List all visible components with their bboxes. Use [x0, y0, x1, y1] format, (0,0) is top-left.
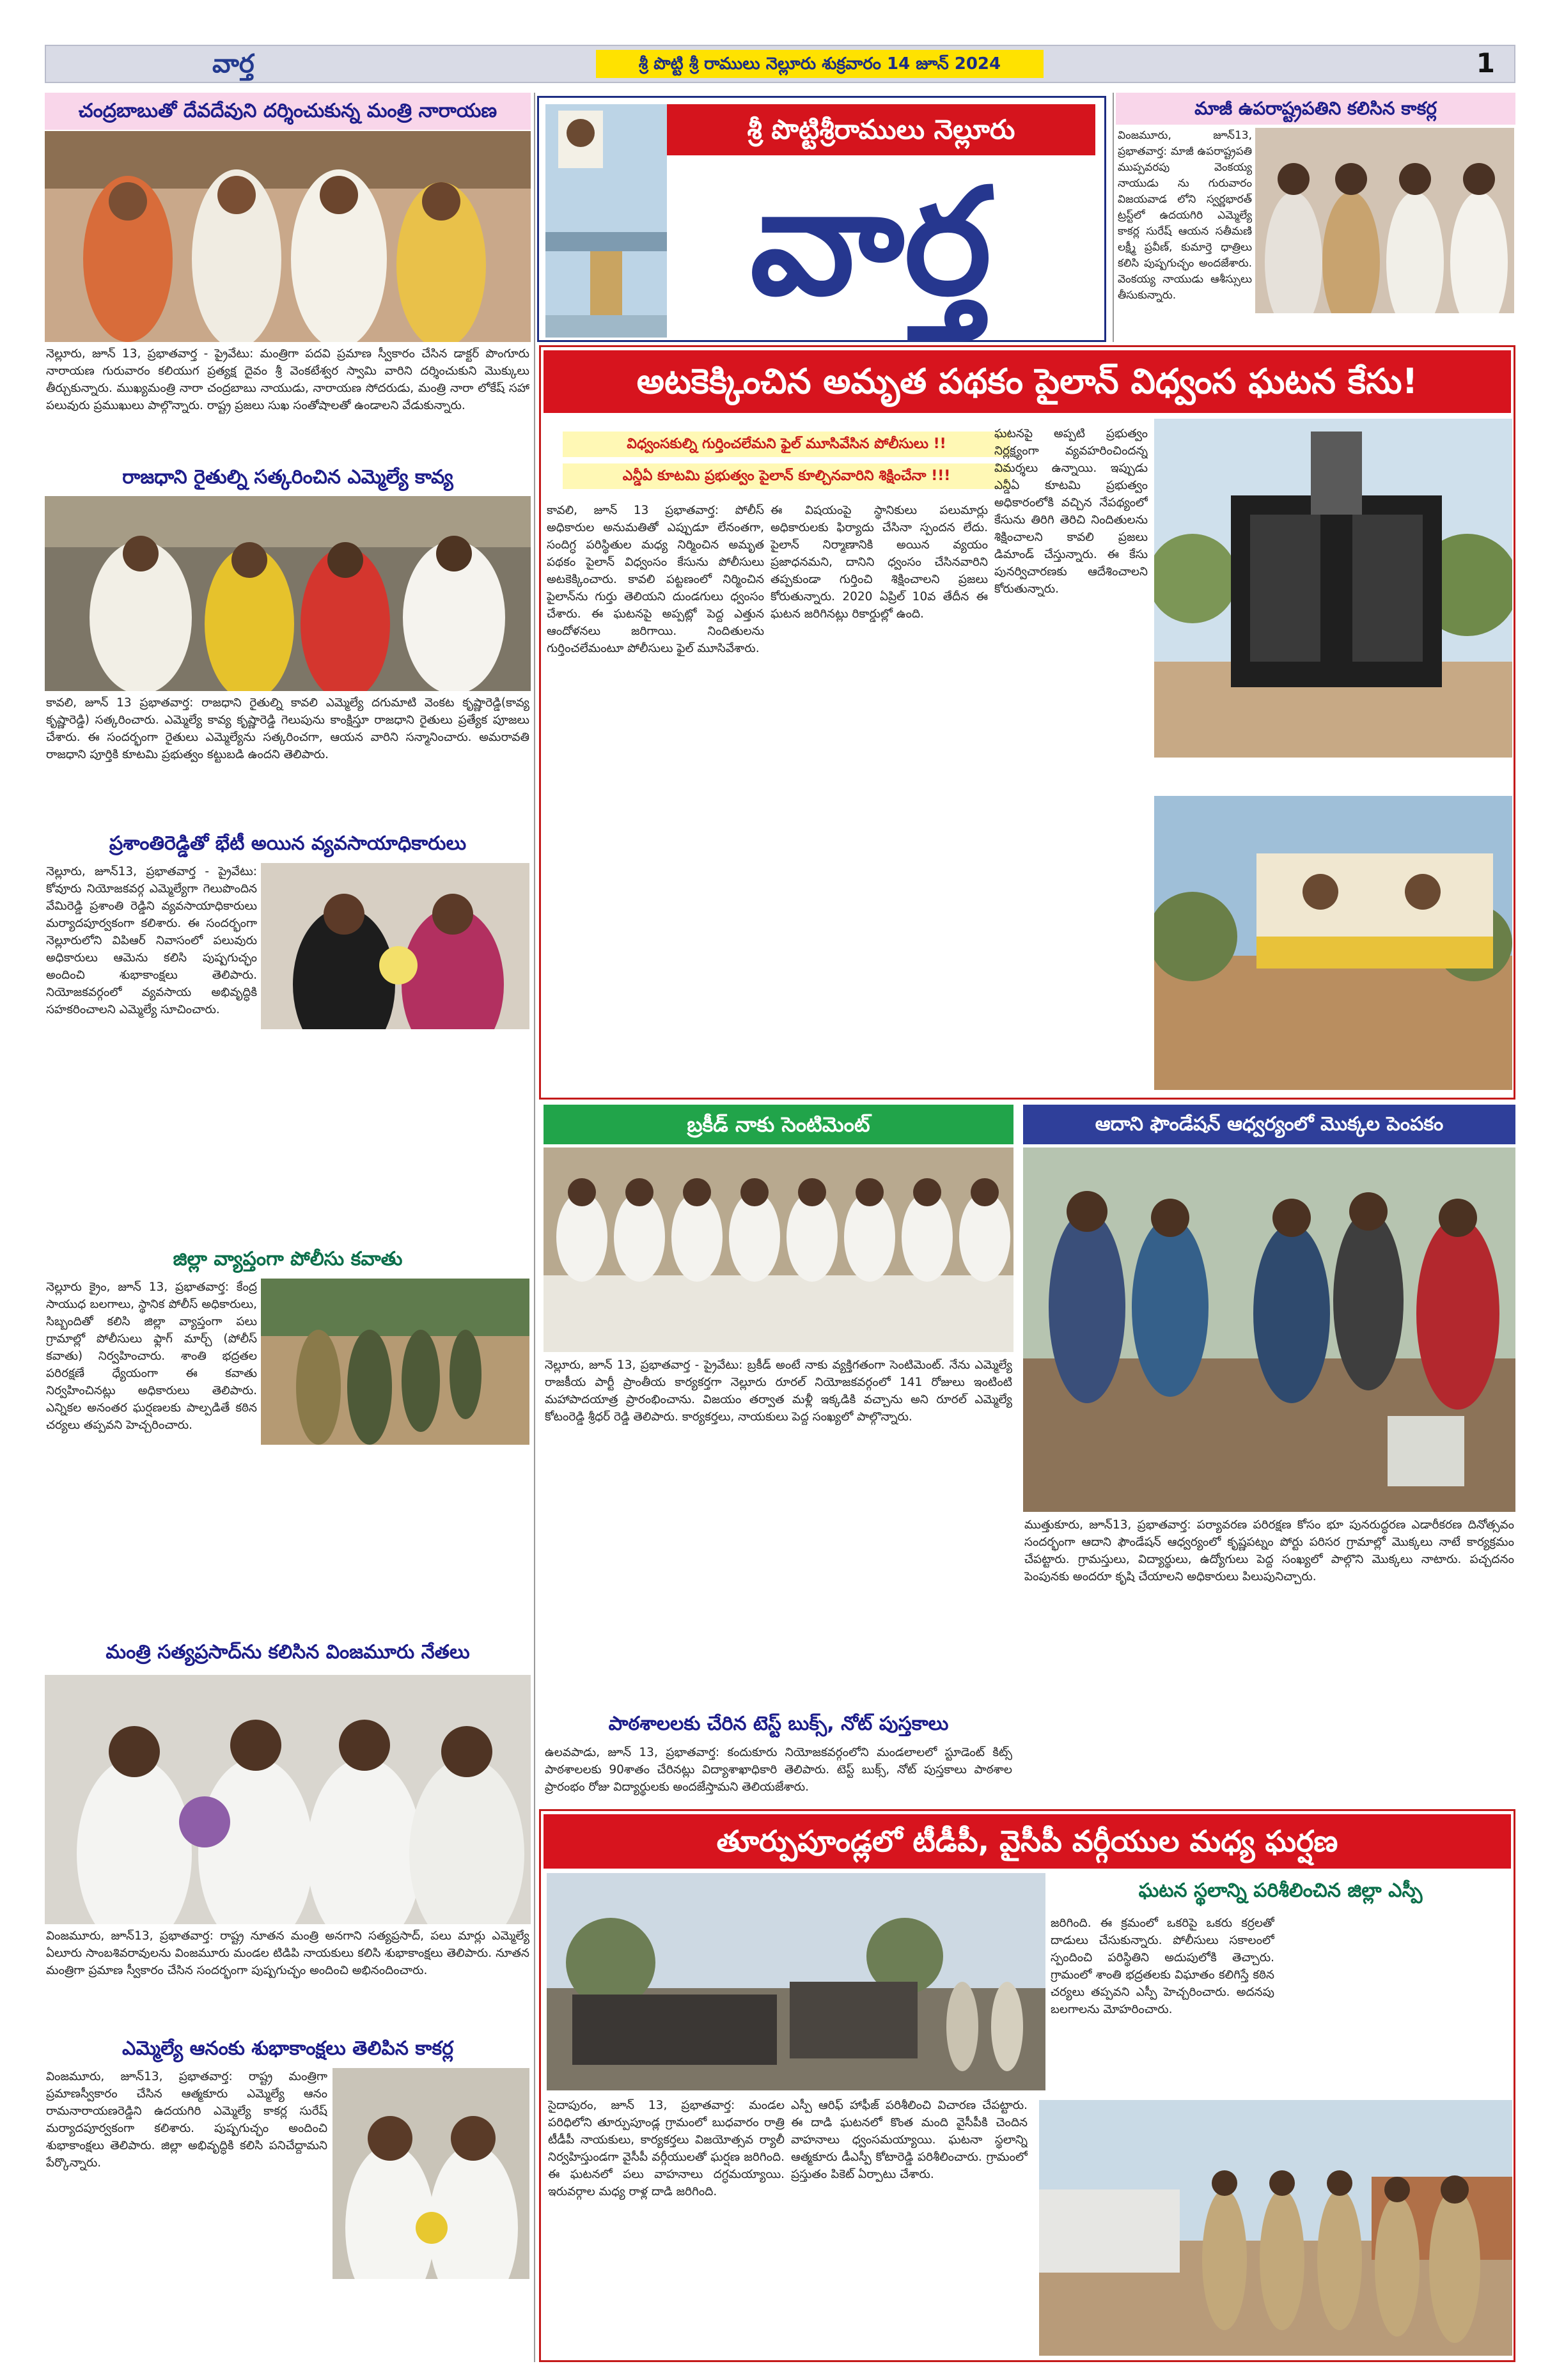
headline-satyaprasad: మంత్రి సత్యప్రసాద్‌ను కలిసిన వింజమూరు నేతలు [106, 1641, 470, 1663]
photo-pylon-memorial [1154, 419, 1512, 758]
clash-body-col1: సైదాపురం, జూన్ 13, ప్రభాతవార్త: మండల పరిధిలోని తూర్పుపూండ్ల గ్రామంలో బుధవారం రాత్రి టీడీపీ నాయకులు, కార్యకర్తలు విజయోత్సవ ర్యాలీ నిర్వహిస్తుండగా వైసీపీ వర్గీయులతో ఘర్షణ జరిగింది. ఈ ఘటనలో పలు వాహనాలు దగ్ధమయ్యాయి. ఇరువర్గాల మధ్య రాళ్ల దాడి జరిగింది. [548, 2099, 785, 2198]
header-dateline: శ్రీ పొట్టి శ్రీ రాములు నెల్లూరు శుక్రవారం 14 జూన్ 2024 [596, 50, 1044, 78]
page-number: 1 [1476, 47, 1495, 79]
article-anam-body: వింజమూరు, జూన్13, ప్రభాతవార్త: రాష్ట్ర మంత్రిగా ప్రమాణస్వీకారం చేసిన ఆత్మకూరు ఎమ్మెల్యే ఆనం రామనారాయణరెడ్డిని ఉదయగిరి ఎమ్మెల్యే కాకర్ల సురేష్ మర్యాదపూర్వకంగా కలిశారు. పుష్పగుచ్ఛం అందించి శుభాకాంక్షలు తెలిపారు. జిల్లా అభివృద్ధికి కలిసి పనిచేద్దామని పేర్కొన్నారు. [46, 2070, 327, 2170]
headline-adani: ఆదాని ఫౌండేషన్ ఆధ్వర్యంలో మొక్కల పెంపకం [1023, 1105, 1515, 1144]
photo-satyaprasad [45, 1675, 531, 1924]
photo-brakeed [544, 1147, 1013, 1352]
header-logo: వార్త [212, 49, 254, 79]
clash-subhead: ఘటన స్థలాన్ని పరిశీలించిన జిల్లా ఎస్పీ [1138, 1879, 1423, 1902]
article-kavya-body: కావలి, జూన్ 13 ప్రభాతవార్త: రాజధాని రైతుల్ని కావలి ఎమ్మెల్యే దగుమాటి వెంకట కృష్ణారెడ్డి(కావ్య కృష్ణారెడ్డి) సత్కరించారు. ఎమ్మెల్యే కావ్య కృష్ణారెడ్డి గెలుపును కాంక్షిస్తూ రాజధాని రైతులు ప్రత్యేక పూజలు చేశారు. ఈ సందర్భంగా రైతులు ఎమ్మెల్యేను సత్కరించగా, ఆయన వారిని సన్మానించారు. అమరావతి రాజధాని పూర్తికి కూటమి ప్రభుత్వం కట్టుబడి ఉందని తెలిపారు. [46, 696, 529, 761]
article-venkaiah-body-cont [1118, 313, 1514, 342]
article-naranaya-body: నెల్లూరు, జూన్ 13, ప్రభాతవార్త - ప్రైవేటు: మంత్రిగా పదవి ప్రమాణ స్వీకారం చేసిన డాక్టర్ పొంగూరు నారాయణ గురువారం కలియుగ ప్రత్యక్ష దైవం శ్రీ వెంకటేశ్వర స్వామి వారిని దర్శించుకుని మొక్కులు తీర్చుకున్నారు. ముఖ్యమంత్రి నారా చంద్రబాబు నాయుడు, నారాయణ సోదరుడు, మంత్రి నారా లోకేష్ సహా పలువురు ప్రముఖులు పాల్గొన్నారు. రాష్ట్ర ప్రజలు సుఖ సంతోషాలతో ఉండాలని వేడుకున్నారు. [46, 347, 529, 412]
photo-naranaya-temple [45, 131, 531, 342]
article-adani-body: ముత్తుకూరు, జూన్13, ప్రభాతవార్త: పర్యావరణ పరిరక్షణ కోసం భూ పునరుద్ధరణ ఎడారీకరణ దినోత్సవం సందర్భంగా ఆదాని ఫౌండేషన్ ఆధ్వర్యంలో కృష్ణపట్నం పోర్టు పరిసర గ్రామాల్లో మొక్కలు నాటే కార్యక్రమం చేపట్టారు. గ్రామస్తులు, విద్యార్థులు, ఉద్యోగులు పెద్ద సంఖ్యలో పాల్గొని మొక్కలు నాటారు. పచ్చదనం పెంపునకు అందరూ కృషి చేయాలని అధికారులు పిలుపునిచ్చారు. [1024, 1518, 1514, 1583]
headline-venkaiah: మాజీ ఉపరాష్ట్రపతిని కలిసిన కాకర్ల [1116, 93, 1515, 125]
lead-body-col2: ఈ విషయంపై స్థానికులు పలుమార్లు అధికారులకు ఫిర్యాదు చేసినా స్పందన లేదు. పైలాన్ నిర్మాణానికి అయిన వ్యయం ప్రజాధనమని, దానిని ధ్వంసం చేసినవారిని తప్పకుండా గుర్తించి శిక్షించాలని ప్రజలు కోరుతున్నారు. 2020 ఏప్రిల్ 10వ తేదీన ఈ ఘటన జరిగినట్లు రికార్డుల్లో ఉంది. [771, 504, 988, 621]
photo-pylon-billboard [1154, 796, 1512, 1090]
clash-body-col2: ఎస్పీ ఆరిఫ్ హాఫీజ్ పరిశీలించి విచారణ చేపట్టారు. ఈ దాడి ఘటనలో కొంత మంది వైసీపీకి చెందిన వాహనాలు ధ్వంసమయ్యాయి. ఘటనా స్థలాన్ని ఆత్మకూరు డీఎస్పీ కోటారెడ్డి పరిశీలించారు. గ్రామంలో ప్రస్తుతం పికెట్ ఏర్పాటు చేశారు. [791, 2099, 1028, 2181]
lead-headline: అటకెక్కించిన అమృత పథకం పైలాన్ విధ్వంస ఘటన కేసు! [544, 350, 1511, 413]
lead-subhead-1: విధ్వంసకుల్ని గుర్తించలేమని ఫైల్ మూసివేసిన పోలీసులు !! [563, 432, 1010, 457]
photo-prashanthi [261, 863, 529, 1029]
headline-prashanthi: ప్రశాంతిరెడ్డితో భేటీ అయిన వ్యవసాయాధికారులు [109, 832, 467, 855]
article-venkaiah-body: వింజమూరు, జూన్13, ప్రభాతవార్త: మాజీ ఉపరాష్ట్రపతి ముప్పవరపు వెంకయ్య నాయుడు ను గురువారం విజయవాడ లోని స్వర్ణభారత్ ట్రస్ట్‌లో ఉదయగిరి ఎమ్మెల్యే కాకర్ల సురేష్ ఆయన సతీమణి లక్ష్మీ ప్రవీణ్, కుమార్తె ధాత్రిలు కలిసి పుష్పగుచ్ఛం అందజేశారు. వెంకయ్య నాయుడు ఆశీస్సులు తీసుకున్నారు. [1118, 129, 1252, 302]
masthead-title: వార్త [750, 155, 992, 328]
column-rule [1113, 93, 1114, 342]
headline-kavya: రాజధాని రైతుల్ని సత్కరించిన ఎమ్మెల్యే కావ్య [122, 466, 453, 488]
article-prashanthi-body: నెల్లూరు, జూన్13, ప్రభాతవార్త - ప్రైవేటు: కోవూరు నియోజకవర్గ ఎమ్మెల్యేగా గెలుపొందిన వేమిరెడ్డి ప్రశాంతి రెడ్డిని వ్యవసాయాధికారులు మర్యాదపూర్వకంగా కలిశారు. ఈ సందర్భంగా నెల్లూరులోని విపిఆర్ నివాసంలో పలువురు అధికారులు ఆమెను కలిసి పుష్పగుచ్ఛం అందించి శుభాకాంక్షలు తెలిపారు. నియోజకవర్గంలో వ్యవసాయ అభివృద్ధికి సహకరించాలని ఎమ్మెల్యే సూచించారు. [46, 865, 257, 1016]
clash-body-right-a: జరిగింది. ఈ క్రమంలో ఒకరిపై ఒకరు కర్రలతో దాడులు చేసుకున్నారు. పోలీసులు సకాలంలో స్పందించి పరిస్థితిని అదుపులోకి తెచ్చారు. గ్రామంలో శాంతి భద్రతలకు విఘాతం కలిగిస్తే కఠిన చర్యలు తప్పవని ఎస్పీ హెచ్చరించారు. అదనపు బలగాలను మోహరించారు. [1051, 1917, 1274, 2016]
masthead-band: శ్రీ పొట్టిశ్రీరాములు నెల్లూరు [667, 104, 1095, 155]
masthead-portrait-collage [545, 104, 667, 338]
article-prashanthi-body-cont [46, 1032, 529, 1135]
photo-burnt-vehicles [547, 1873, 1045, 2090]
masthead [537, 96, 1106, 342]
lead-body-col3: ఘటనపై అప్పటి ప్రభుత్వం నిర్లక్ష్యంగా వ్యవహరించిందన్న విమర్శలు ఉన్నాయి. ఇప్పుడు ఎన్డీఏ కూటమి ప్రభుత్వం అధికారంలోకి వచ్చిన నేపథ్యంలో కేసును తిరిగి తెరిచి నిందితులను శిక్షించాలని కావలి ప్రజలు డిమాండ్ చేస్తున్నారు. ఈ కేసు పునర్విచారణకు ఆదేశించాలని కోరుతున్నారు. [994, 427, 1148, 596]
headline-police-march: జిల్లా వ్యాప్తంగా పోలీసు కవాతు [173, 1248, 403, 1270]
lead-body-col1: కావలి, జూన్ 13 ప్రభాతవార్త: పోలీస్ అధికారుల అనుమతితో ఎప్పుడూ లేనంతగా, సందిగ్ధ పరిస్థితుల మధ్య నిర్మించిన అమృత పథకం పైలాన్ విధ్వంసం కేసును పోలీసులు అటకెక్కించారు. కావలి పట్టణంలో నిర్మించిన పైలాన్‌ను గుర్తు తెలియని దుండగులు ధ్వంసం చేశారు. ఈ ఘటనపై అప్పట్లో పెద్ద ఎత్తున ఆందోళనలు జరిగాయి. నిందితులను గుర్తించలేమంటూ పోలీసులు ఫైల్ మూసివేశారు. [547, 504, 764, 655]
photo-anam [333, 2068, 529, 2279]
headline-anam: ఎమ్మెల్యే ఆనంకు శుభాకాంక్షలు తెలిపిన కాకర్ల [122, 2037, 453, 2060]
article-brakeed-body: నెల్లూరు, జూన్ 13, ప్రభాతవార్త - ప్రైవేటు: బ్రకీడ్ అంటే నాకు వ్యక్తిగతంగా సెంటిమెంట్. నేను ఎమ్మెల్యే రాజకీయ పార్టీ ప్రాంతీయ కార్యకర్తగా నెల్లూరు రూరల్ నియోజకవర్గంలో 141 రోజులు ఇంటింటి మహాపాదయాత్ర ప్రారంభించాను. విజయం తర్వాత మళ్లీ ఇక్కడికి వచ్చాను అని రూరల్ ఎమ్మెల్యే కోటంరెడ్డి శ్రీధర్ రెడ్డి తెలిపారు. కార్యకర్తలు, నాయకులు పెద్ద సంఖ్యలో పాల్గొన్నారు. [545, 1358, 1012, 1424]
lead-subhead-2: ఎన్డీఏ కూటమి ప్రభుత్వం పైలాన్ కూల్చినవారిని శిక్షించేనా !!! [563, 463, 1010, 489]
article-satyaprasad-body: వింజమూరు, జూన్13, ప్రభాతవార్త: రాష్ట్ర నూతన మంత్రి అనగాని సత్యప్రసాద్, పలు మార్లు ఎమ్మెల్యే ఏలూరు సాంబశివరావులను వింజమూరు మండల టిడిపి నాయకులు కలిసి శుభాకాంక్షలు తెలిపారు. నూతన మంత్రిగా ప్రమాణ స్వీకారం చేసిన సందర్భంగా పుష్పగుచ్ఛం అందించి అభినందించారు. [46, 1929, 529, 1977]
photo-venkaiah [1255, 128, 1514, 313]
clash-body-right-b [1282, 1915, 1512, 2094]
photo-adani-planting [1023, 1147, 1515, 1512]
article-books-body: ఉలవపాడు, జూన్ 13, ప్రభాతవార్త: కందుకూరు నియోజకవర్గంలోని మండలాలలో స్టూడెంట్ కిట్స్ పాఠశాలలకు 90శాతం చేరినట్లు విద్యాశాఖాధికారి తెలిపారు. టెస్ట్ బుక్స్, నోట్ పుస్తకాలు పాఠశాల ప్రారంభం రోజు విద్యార్థులకు అందజేస్తామని తెలియజేశారు. [545, 1746, 1012, 1794]
photo-kavya-farmers [45, 496, 531, 691]
article-police-body: నెల్లూరు క్రైం, జూన్ 13, ప్రభాతవార్త: కేంద్ర సాయుధ బలగాలు, స్థానిక పోలీస్ అధికారులు, సిబ్బందితో కలిసి జిల్లా వ్యాప్తంగా పలు గ్రామాల్లో పోలీసులు ఫ్లాగ్ మార్చ్ (పోలీస్ కవాతు) నిర్వహించారు. శాంతి భద్రతల పరిరక్షణే ధ్యేయంగా ఈ కవాతు నిర్వహించినట్లు అధికారులు తెలిపారు. ఎన్నికల అనంతర ఘర్షణలకు పాల్పడితే కఠిన చర్యలు తప్పవని హెచ్చరించారు. [46, 1280, 257, 1432]
headline-naranaya: చంద్రబాబుతో దేవదేవుని దర్శించుకున్న మంత్రి నారాయణ [45, 93, 531, 130]
photo-sp-inspection [1039, 2100, 1512, 2356]
clash-headline: తూర్పుపూండ్లలో టీడీపీ, వైసీపీ వర్గీయుల మధ్య ఘర్షణ [544, 1814, 1511, 1869]
photo-police-march [261, 1279, 529, 1445]
headline-books: పాఠశాలలకు చేరిన టెస్ట్ బుక్స్, నోట్ పుస్తకాలు [544, 1708, 1013, 1740]
lead-body-col3-cont [994, 761, 1148, 1093]
article-police-body-cont [46, 1448, 529, 1621]
headline-brakeed: బ్రకీడ్ నాకు సెంటిమెంట్ [544, 1105, 1013, 1144]
column-rule [534, 93, 535, 2362]
page-header-strip [45, 45, 1515, 83]
